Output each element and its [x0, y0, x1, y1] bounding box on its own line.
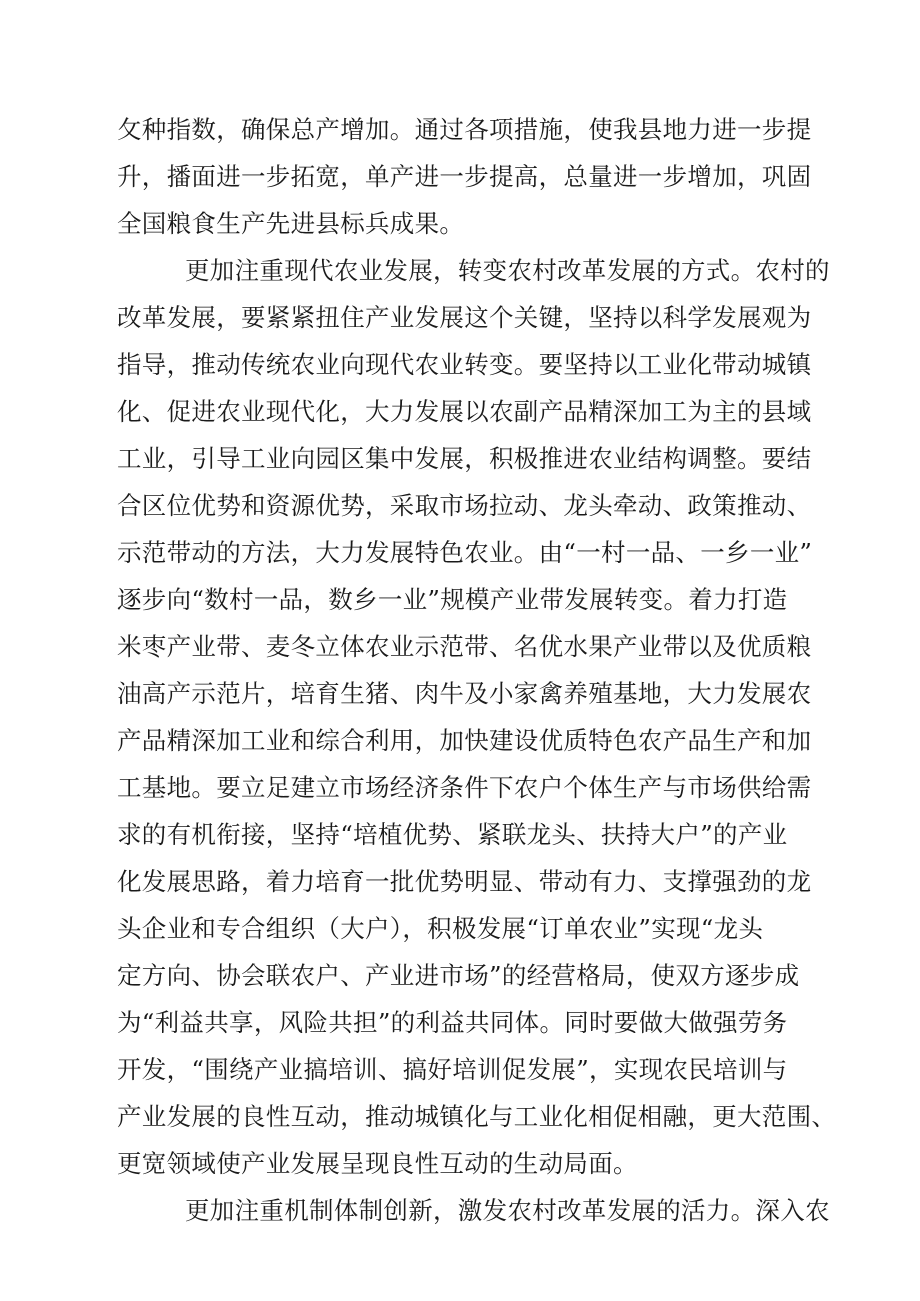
- text-line: 开发，“围绕产业搞培训、搞好培训促发展”，实现农民培训与: [117, 1055, 788, 1084]
- text-line: 头企业和专合组织（大户），积极发展“订单农业”实现“龙头: [117, 914, 764, 943]
- text-line: 米枣产业带、麦冬立体农业示范带、名优水果产业带以及优质粮: [117, 632, 812, 661]
- text-line: 逐步向“数村一品，数乡一业”规模产业带发展转变。着力打造: [117, 585, 788, 614]
- text-line: 更宽领域使产业发展呈现良性互动的生动局面。: [117, 1149, 638, 1178]
- text-line: 工业，引导工业向园区集中发展，积极推进农业结构调整。要结: [117, 444, 812, 473]
- text-line: 全国粮食生产先进县标兵成果。: [117, 209, 465, 238]
- text-line: 攵种指数，确保总产增加。通过各项措施，使我县地力进一步提: [117, 115, 812, 144]
- text-line: 产业发展的良性互动，推动城镇化与工业化相促相融，更大范围、: [117, 1102, 837, 1131]
- text-line: 改革发展，要紧紧扭住产业发展这个关键，坚持以科学发展观为: [117, 303, 812, 332]
- text-line: 合区位优势和资源优势，采取市场拉动、龙头牵动、政策推动、: [117, 491, 812, 520]
- text-line: 示范带动的方法，大力发展特色农业。由“一村一品、一乡一业”: [117, 538, 813, 567]
- paragraph-start-line: 更加注重机制体制创新，激发农村改革发展的活力。深入农: [185, 1196, 830, 1225]
- text-line: 为“利益共享，风险共担”的利益共同体。同时要做大做强劳务: [117, 1008, 788, 1037]
- text-line: 化、促进农业现代化，大力发展以农副产品精深加工为主的县域: [117, 397, 812, 426]
- text-line: 油高产示范片，培育生猪、肉牛及小家禽养殖基地，大力发展农: [117, 679, 812, 708]
- text-line: 求的有机衔接，坚持“培植优势、紧联龙头、扶持大户”的产业: [117, 820, 788, 849]
- text-line: 工基地。要立足建立市场经济条件下农户个体生产与市场供给需: [117, 773, 812, 802]
- text-line: 定方向、协会联农户、产业进市场”的经营格局，使双方逐步成: [117, 961, 800, 990]
- text-line: 指导，推动传统农业向现代农业转变。要坚持以工业化带动城镇: [117, 350, 812, 379]
- text-line: 产品精深加工业和综合利用，加快建设优质特色农产品生产和加: [117, 726, 812, 755]
- paragraph-start-line: 更加注重现代农业发展，转变农村改革发展的方式。农村的: [185, 256, 830, 285]
- text-line: 化发展思路，着力培育一批优势明显、带动有力、支撑强劲的龙: [117, 867, 812, 896]
- text-line: 升，播面进一步拓宽，单产进一步提高，总量进一步增加，巩固: [117, 162, 812, 191]
